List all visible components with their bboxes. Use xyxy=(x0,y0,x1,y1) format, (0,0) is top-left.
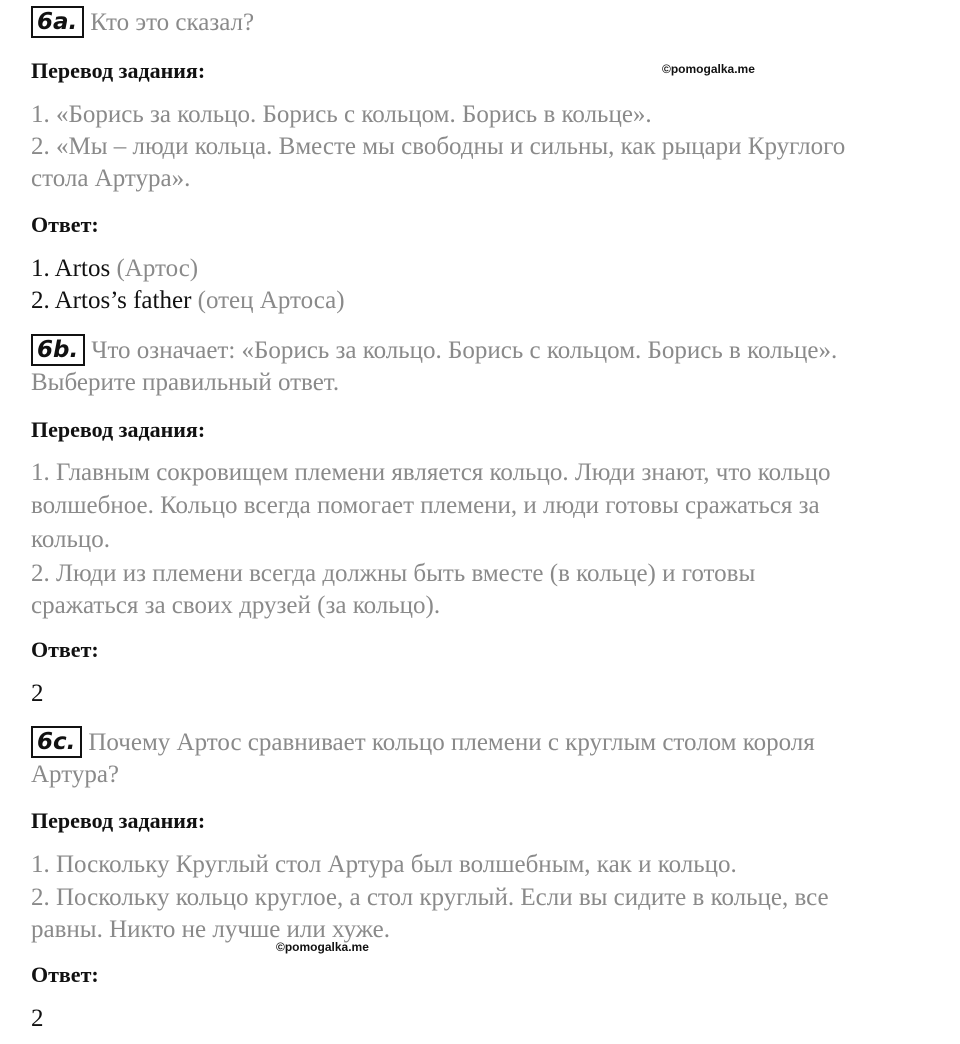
translation-line: 1. Поскольку Круглый стол Артура был волшебным, как и кольцо. xyxy=(31,851,737,878)
watermark: ©pomogalka.me xyxy=(276,940,369,954)
answer-russian: (Артос) xyxy=(116,255,199,282)
watermark: ©pomogalka.me xyxy=(662,62,755,76)
question-text: Выберите правильный ответ. xyxy=(31,369,340,396)
task-6a-question xyxy=(31,6,254,39)
answer-line xyxy=(31,253,198,285)
task-number-badge: 6b. xyxy=(31,334,85,366)
answer-value: 2 xyxy=(31,1005,44,1032)
answer-english: 2. Artos’s father xyxy=(31,287,192,314)
answer-line xyxy=(31,285,345,317)
translation-line: кольцо. xyxy=(31,526,111,553)
task-number-badge: 6c. xyxy=(31,726,82,758)
translation-heading: Перевод задания: xyxy=(31,808,206,833)
translation-line: 2. «Мы – люди кольца. Вместе мы свободны и сильны, как рыцари Круглого xyxy=(31,133,846,160)
translation-line: 1. Главным сокровищем племени является кольцо. Люди знают, что кольцо xyxy=(31,459,831,486)
translation-line: волшебное. Кольцо всегда помогает племени, и люди готовы сражаться за xyxy=(31,492,820,519)
translation-line: равны. Никто не лучше или хуже. xyxy=(31,916,391,943)
translation-heading: Перевод задания: xyxy=(31,58,206,83)
task-number-badge: 6a. xyxy=(31,6,84,38)
question-text: Артура? xyxy=(31,761,120,788)
answer-heading: Ответ: xyxy=(31,637,99,662)
translation-line: 1. «Борись за кольцо. Борись с кольцом. Борись в кольце». xyxy=(31,101,652,128)
answer-value: 2 xyxy=(31,680,44,707)
translation-line: стола Артура». xyxy=(31,165,191,192)
task-6c-question xyxy=(31,726,815,759)
translation-line: 2. Поскольку кольцо круглое, а стол круглый. Если вы сидите в кольце, все xyxy=(31,884,829,911)
answer-heading: Ответ: xyxy=(31,962,99,987)
translation-line: 2. Люди из племени всегда должны быть вместе (в кольце) и готовы xyxy=(31,560,756,587)
translation-heading: Перевод задания: xyxy=(31,417,206,442)
answer-heading: Ответ: xyxy=(31,212,99,237)
translation-line: сражаться за своих друзей (за кольцо). xyxy=(31,592,441,619)
answer-english: 1. Artos xyxy=(31,255,111,282)
task-6b-question xyxy=(31,334,837,367)
question-text: Почему Артос сравнивает кольцо племени с круглым столом короля xyxy=(88,729,815,756)
answer-russian: (отец Артоса) xyxy=(197,287,345,314)
question-text: Кто это сказал? xyxy=(90,9,255,36)
question-text: Что означает: «Борись за кольцо. Борись с кольцом. Борись в кольце». xyxy=(91,337,838,364)
